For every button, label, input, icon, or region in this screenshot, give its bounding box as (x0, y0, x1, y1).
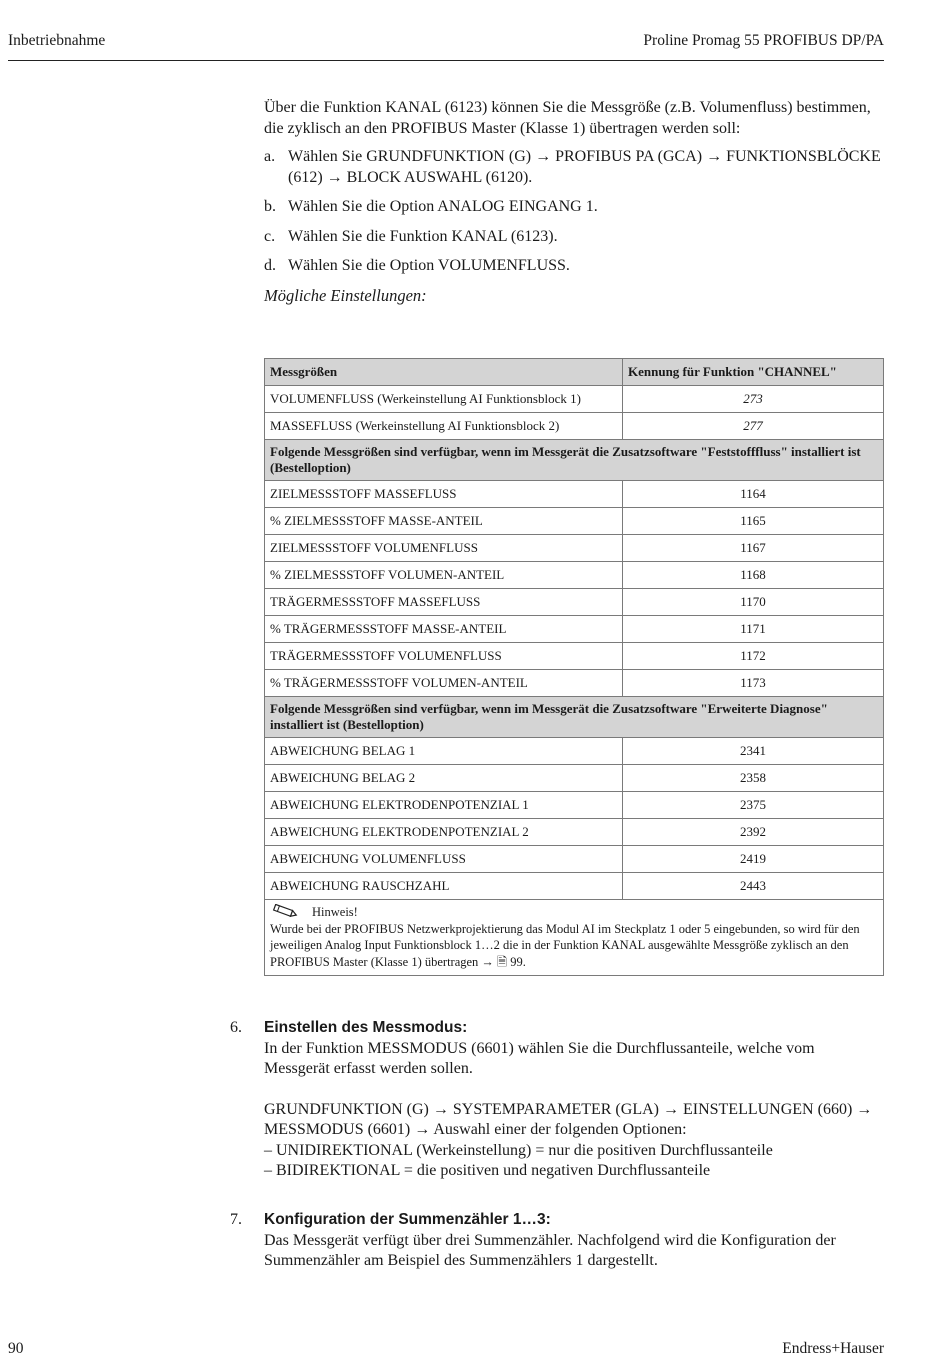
settings-subheading: Mögliche Einstellungen: (264, 285, 427, 305)
section-heading-diagnostics: Folgende Messgrößen sind verfügbar, wenn im Messgerät die Zusatzsoftware "Erweiterte Diagnose" installiert ist (Bestelloption) (265, 697, 884, 738)
intro-paragraph: Über die Funktion KANAL (6123) können Sie die Messgröße (z.B. Volumenfluss) bestimmen, die zyklisch an den PROFIBUS Master (Klasse 1) übertragen werden soll: (264, 99, 871, 137)
row-name: % TRÄGERMESSSTOFF VOLUMEN-ANTEIL (265, 670, 623, 697)
table-row (265, 819, 884, 846)
row-value: 277 (623, 413, 884, 440)
section-measuring-mode (230, 1018, 884, 1182)
header-product-title: Proline Promag 55 PROFIBUS DP/PA (643, 32, 884, 49)
table-section-row (265, 697, 884, 738)
section-title: Konfiguration der Summenzähler 1…3: (264, 1211, 551, 1228)
section-paragraph: Das Messgerät verfügt über drei Summenzähler. Nachfolgend wird die Konfiguration der Summenzähler am Beispiel des Summenzählers 1 dargestellt. (264, 1231, 836, 1269)
page-header (8, 32, 884, 61)
row-value: 2375 (623, 792, 884, 819)
step-text: Wählen Sie die Option ANALOG EINGANG 1. (288, 198, 598, 215)
table-row (265, 792, 884, 819)
row-value: 1173 (623, 670, 884, 697)
row-name: ABWEICHUNG ELEKTRODENPOTENZIAL 1 (265, 792, 623, 819)
section-title: Einstellen des Messmodus: (264, 1019, 468, 1036)
row-value: 1165 (623, 508, 884, 535)
table-row (265, 616, 884, 643)
row-value: 1167 (623, 535, 884, 562)
section-paragraph: In der Funktion MESSMODUS (6601) wählen Sie die Durchflussanteile, welche vom Messgerät erfasst werden sollen. (264, 1039, 815, 1077)
row-name: % ZIELMESSSTOFF VOLUMEN-ANTEIL (265, 562, 623, 589)
menu-path: GRUNDFUNKTION (G) → SYSTEMPARAMETER (GLA) → EINSTELLUNGEN (660) → MESSMODUS (6601) → Auswahl einer der folgenden Optionen: (264, 1100, 873, 1138)
step-list (264, 147, 884, 277)
brand-name: Endress+Hauser (782, 1340, 884, 1357)
row-value: 1171 (623, 616, 884, 643)
note-title: Hinweis! (312, 905, 358, 919)
row-name: ABWEICHUNG VOLUMENFLUSS (265, 846, 623, 873)
option-bidirectional: – BIDIREKTIONAL = die positiven und negativen Durchflussanteile (264, 1162, 711, 1179)
option-unidirectional: – UNIDIREKTIONAL (Werkeinstellung) = nur die positiven Durchflussanteile (264, 1141, 773, 1159)
row-name: % TRÄGERMESSSTOFF MASSE-ANTEIL (265, 616, 623, 643)
note-cell (265, 900, 884, 976)
table-row (265, 481, 884, 508)
row-name: VOLUMENFLUSS (Werkeinstellung AI Funktionsblock 1) (265, 386, 623, 413)
row-value: 2443 (623, 873, 884, 900)
table-section-row (265, 440, 884, 481)
table-row (265, 535, 884, 562)
step-item (264, 227, 884, 248)
row-value: 1164 (623, 481, 884, 508)
table-header-row (265, 359, 884, 386)
row-value: 2419 (623, 846, 884, 873)
step-text: Wählen Sie die Option VOLUMENFLUSS. (288, 257, 570, 274)
table-row (265, 589, 884, 616)
row-value: 273 (623, 386, 884, 413)
row-name: ABWEICHUNG ELEKTRODENPOTENZIAL 2 (265, 819, 623, 846)
row-name: ZIELMESSSTOFF VOLUMENFLUSS (265, 535, 623, 562)
table-row (265, 643, 884, 670)
table-row (265, 873, 884, 900)
row-value: 1170 (623, 589, 884, 616)
row-name: ABWEICHUNG BELAG 2 (265, 765, 623, 792)
row-value: 2341 (623, 738, 884, 765)
step-item (264, 197, 884, 218)
table-row (265, 508, 884, 535)
step-item (264, 147, 884, 188)
page-number: 90 (8, 1340, 24, 1357)
section-number: 6. (230, 1019, 242, 1036)
intro-block (264, 98, 884, 306)
row-name: TRÄGERMESSSTOFF VOLUMENFLUSS (265, 643, 623, 670)
row-name: MASSEFLUSS (Werkeinstellung AI Funktionsblock 2) (265, 413, 623, 440)
section-heading-solids: Folgende Messgrößen sind verfügbar, wenn im Messgerät die Zusatzsoftware "Feststofffluss" installiert ist (Bestelloption) (265, 440, 884, 481)
row-value: 2358 (623, 765, 884, 792)
table-row (265, 562, 884, 589)
channel-table (264, 358, 884, 976)
row-name: ABWEICHUNG BELAG 1 (265, 738, 623, 765)
row-value: 1172 (623, 643, 884, 670)
table-row (265, 670, 884, 697)
table-row (265, 738, 884, 765)
table-row (265, 413, 884, 440)
row-value: 2392 (623, 819, 884, 846)
step-text: Wählen Sie GRUNDFUNKTION (G) → PROFIBUS PA (GCA) → FUNKTIONSBLÖCKE (612) → BLOCK AUSWAHL (6120). (288, 148, 881, 186)
step-marker: c. (264, 227, 276, 245)
row-value: 1168 (623, 562, 884, 589)
row-name: ABWEICHUNG RAUSCHZAHL (265, 873, 623, 900)
table-row (265, 765, 884, 792)
table-row (265, 846, 884, 873)
step-marker: b. (264, 198, 276, 215)
table-note-row (265, 900, 884, 976)
pencil-note-icon (270, 904, 300, 918)
note-text: Wurde bei der PROFIBUS Netzwerkprojektierung das Modul AI im Steckplatz 1 oder 5 eingebunden, so wird für den jeweiligen Analog Input Funktionsblock 1…2 die in der Funktion KANAL ausgewählte Messgröße zyklisch an den PROFIBUS Master (Klasse 1) übertragen → 🗎 99. (270, 921, 860, 969)
column-header-measurand: Messgrößen (265, 359, 623, 386)
step-marker: a. (264, 148, 276, 165)
section-number: 7. (230, 1211, 242, 1228)
step-marker: d. (264, 257, 276, 274)
row-name: ZIELMESSSTOFF MASSEFLUSS (265, 481, 623, 508)
row-name: % ZIELMESSSTOFF MASSE-ANTEIL (265, 508, 623, 535)
row-name: TRÄGERMESSSTOFF MASSEFLUSS (265, 589, 623, 616)
step-text: Wählen Sie die Funktion KANAL (6123). (288, 227, 558, 245)
section-totalizer-config (230, 1210, 884, 1272)
column-header-channel-id: Kennung für Funktion "CHANNEL" (623, 359, 884, 386)
step-item (264, 256, 884, 277)
table-row (265, 386, 884, 413)
header-section-title: Inbetriebnahme (8, 32, 106, 49)
